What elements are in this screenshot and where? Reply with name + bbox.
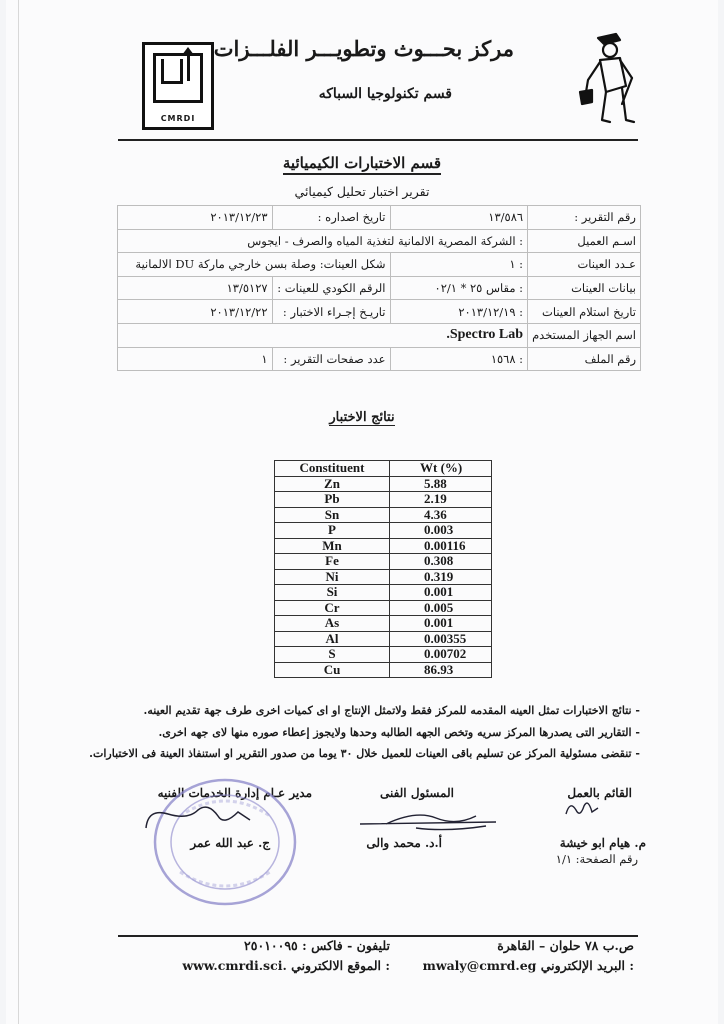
wt-cell: 0.001 xyxy=(390,585,492,601)
org-name: مركز بحـــوث وتطويـــر الفلـــزات xyxy=(213,36,514,61)
pages-label: عدد صفحات التقرير : xyxy=(272,347,390,371)
constituent-cell: Mn xyxy=(275,538,390,554)
wt-cell: 0.308 xyxy=(390,554,492,570)
table-row xyxy=(275,616,492,632)
pages-count: ١ xyxy=(118,347,273,371)
footer-email-label: البريد الإلكتروني : xyxy=(540,958,634,973)
device-name: Spectro Lab. xyxy=(118,323,528,347)
table-row xyxy=(118,300,641,324)
page-number: رقم الصفحة: ١/١ xyxy=(555,852,638,866)
cmrdi-logo xyxy=(142,42,214,130)
table-row xyxy=(275,647,492,663)
table-row xyxy=(275,662,492,678)
table-row xyxy=(118,206,641,230)
table-row xyxy=(275,538,492,554)
receipt-date: : ٢٠١٣/١٢/١٩ xyxy=(390,300,528,324)
footer-address: ص.ب ٧٨ حلوان – القاهرة xyxy=(497,938,634,953)
issue-date: ٢٠١٣/١٢/٢٣ xyxy=(118,206,273,230)
results-title: نتائج الاختبار xyxy=(329,410,395,425)
footer-phone: تليفون - فاكس : ٢٥٠١٠٠٩٥ xyxy=(244,938,390,953)
constituent-cell: Cu xyxy=(275,662,390,678)
wt-header: Wt (%) xyxy=(390,461,492,477)
file-no: : ١٥٦٨ xyxy=(390,347,528,371)
client-label: اسـم العميل xyxy=(528,229,641,253)
wt-cell: 0.003 xyxy=(390,523,492,539)
table-row xyxy=(275,523,492,539)
performer-role: القائم بالعمل xyxy=(567,786,632,800)
table-row xyxy=(118,323,641,347)
header-rule xyxy=(118,139,638,141)
samples-count: : ١ xyxy=(390,253,528,277)
wt-cell: 0.00116 xyxy=(390,538,492,554)
wt-cell: 4.36 xyxy=(390,507,492,523)
performer-name: م. هيام ابو خيشة xyxy=(559,836,646,850)
table-row xyxy=(275,476,492,492)
table-row xyxy=(275,554,492,570)
section-title: قسم الاختبارات الكيميائية xyxy=(0,154,724,172)
technical-name: أ.د. محمد والى xyxy=(366,836,442,850)
wt-cell: 0.001 xyxy=(390,616,492,632)
constituent-cell: Al xyxy=(275,631,390,647)
director-role: مدير عـام إدارة الخدمات الفنيه xyxy=(157,786,312,800)
composition-table xyxy=(274,460,492,678)
table-row xyxy=(275,569,492,585)
footer-website-line xyxy=(182,958,390,973)
wt-cell: 0.005 xyxy=(390,600,492,616)
constituent-cell: S xyxy=(275,647,390,663)
device-label: اسم الجهاز المستخدم xyxy=(528,323,641,347)
table-row xyxy=(275,492,492,508)
constituent-header: Constituent xyxy=(275,461,390,477)
wt-cell: 2.19 xyxy=(390,492,492,508)
table-row xyxy=(118,276,641,300)
constituent-cell: Pb xyxy=(275,492,390,508)
foundry-worker-icon xyxy=(576,30,642,130)
sample-shape: شكل العينات: وصلة بسن خارجي ماركة DU الالمانية xyxy=(118,253,391,277)
notes-list xyxy=(80,700,640,765)
wt-cell: 0.319 xyxy=(390,569,492,585)
test-date-label: تاريـخ إجـراء الاختبار : xyxy=(272,300,390,324)
footer-website[interactable]: www.cmrdi.sci. xyxy=(182,958,287,973)
issue-date-label: تاريخ اصداره : xyxy=(272,206,390,230)
table-row xyxy=(118,253,641,277)
receipt-date-label: تاريخ استلام العينات xyxy=(528,300,641,324)
report-subtitle: تقرير اختبار تحليل كيميائي xyxy=(294,184,430,199)
director-signature xyxy=(138,800,258,840)
department-name: قسم تكنولوجيا السباكه xyxy=(318,86,452,102)
note-item: - تنقضى مسئولية المركز عن تسليم باقى العينات للعميل خلال ٣٠ يوما من صدور التقرير او استنفاذ العينة فى الاختبارات. xyxy=(89,747,640,760)
wt-cell: 5.88 xyxy=(390,476,492,492)
test-date: ٢٠١٣/١٢/٢٢ xyxy=(118,300,273,324)
footer-email[interactable]: mwaly@cmrd.eg xyxy=(422,958,537,973)
technical-signature xyxy=(356,806,506,836)
technical-role: المسئول الفنى xyxy=(379,786,454,800)
report-no-label: رقم التقرير : xyxy=(528,206,641,230)
constituent-cell: P xyxy=(275,523,390,539)
note-item: - التقارير التى يصدرها المركز سريه وتخص الجهه الطالبه وحدها ولايجوز إعطاء صوره منها لاى جهه اخرى. xyxy=(158,725,640,739)
footer-rule xyxy=(118,935,638,937)
sample-data-label: بيانات العينات xyxy=(528,276,641,300)
constituent-cell: As xyxy=(275,616,390,632)
wt-cell: 86.93 xyxy=(390,662,492,678)
samples-count-label: عـدد العينات xyxy=(528,253,641,277)
report-info-table xyxy=(117,205,641,371)
client-name: : الشركة المصرية الالمانية لتغذية المياه والصرف - ايجوس xyxy=(118,229,528,253)
table-row xyxy=(275,631,492,647)
constituent-cell: Cr xyxy=(275,600,390,616)
report-no: ١٣/٥٨٦ xyxy=(390,206,528,230)
table-row xyxy=(118,229,641,253)
constituent-cell: Ni xyxy=(275,569,390,585)
wt-cell: 0.00702 xyxy=(390,647,492,663)
note-item: - نتائج الاختبارات تمثل العينه المقدمه للمركز فقط ولاتمثل الإنتاج او اى كميات اخرى طرف جهة تقديم العينه. xyxy=(143,704,640,717)
footer-email-line xyxy=(423,958,634,973)
table-row xyxy=(275,585,492,601)
performer-signature xyxy=(560,796,604,822)
file-no-label: رقم الملف xyxy=(528,347,641,371)
footer-website-label: الموقع الالكتروني : xyxy=(291,958,390,973)
sample-data: : مقاس ٢٥ * ٠٢/١ xyxy=(390,276,528,300)
table-row xyxy=(118,347,641,371)
constituent-cell: Fe xyxy=(275,554,390,570)
director-name: ج. عبد الله عمر xyxy=(190,836,270,850)
logo-text: CMRDI xyxy=(160,114,196,123)
kuwaiti-no-label: الرقم الكودي للعينات : xyxy=(272,276,390,300)
constituent-cell: Si xyxy=(275,585,390,601)
constituent-cell: Sn xyxy=(275,507,390,523)
table-row xyxy=(275,507,492,523)
kuwaiti-no: ١٣/٥١٢٧ xyxy=(118,276,273,300)
wt-cell: 0.00355 xyxy=(390,631,492,647)
constituent-cell: Zn xyxy=(275,476,390,492)
table-row xyxy=(275,600,492,616)
table-header-row xyxy=(275,461,492,477)
